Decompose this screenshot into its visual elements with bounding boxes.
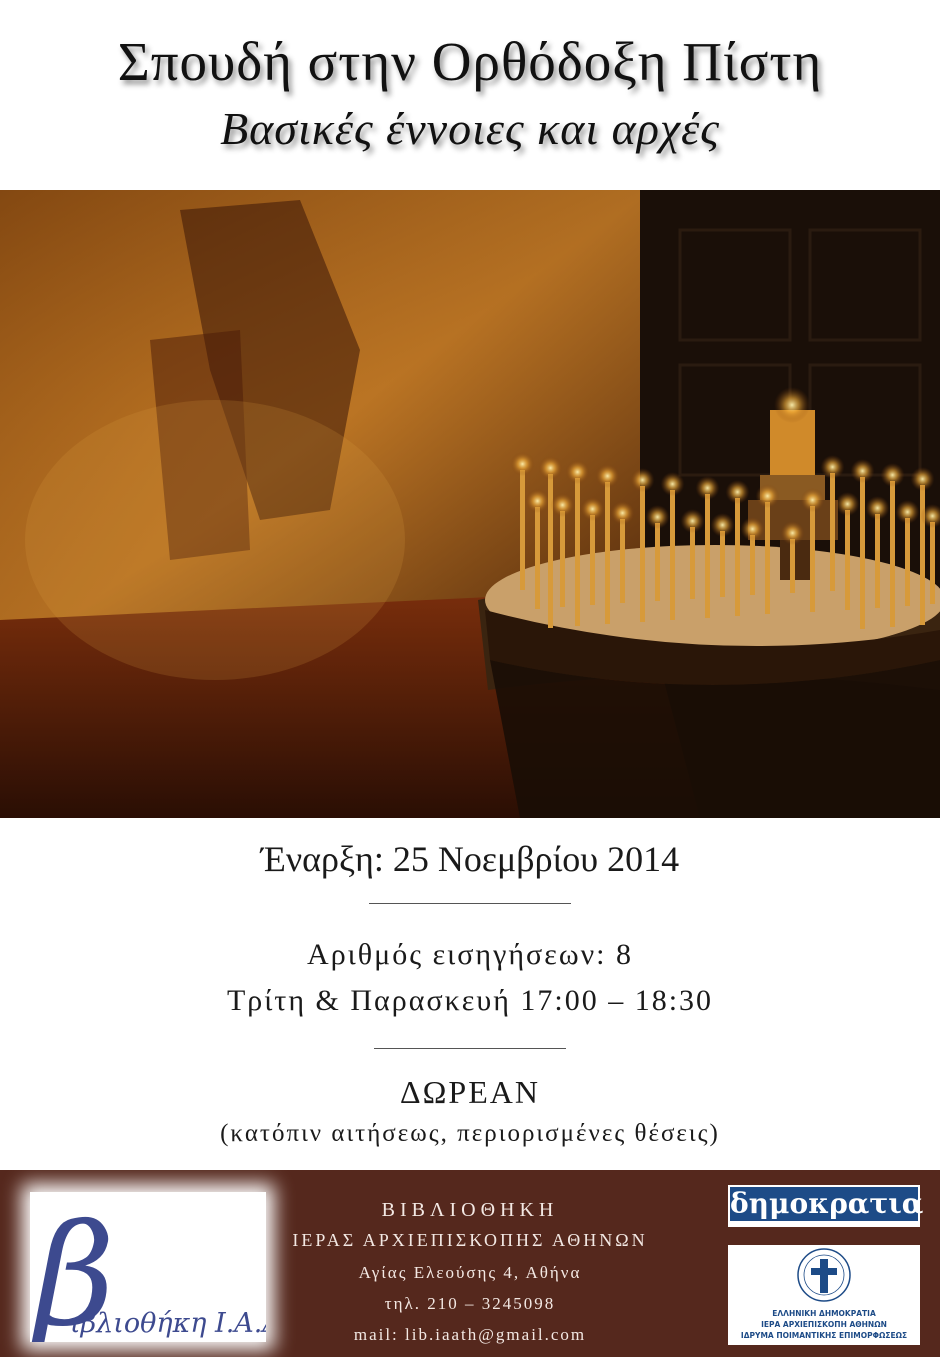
candle: [790, 539, 795, 593]
candle-flame: [866, 496, 890, 520]
candle-flame: [661, 472, 685, 496]
candle: [620, 519, 625, 603]
candle-flame: [511, 452, 535, 476]
seal-line-1: ΕΛΛΗΝΙΚΗ ΔΗΜΟΚΡΑΤΙΑ: [772, 1309, 876, 1318]
candle: [890, 481, 895, 627]
library-name-full: ΙΕΡΑΣ ΑΡΧΙΕΠΙΣΚΟΠΗΣ ΑΘΗΝΩΝ: [292, 1230, 648, 1250]
candle-flame: [781, 521, 805, 545]
candle: [750, 535, 755, 595]
candle: [875, 514, 880, 608]
candle: [860, 477, 865, 629]
candle: [655, 523, 660, 601]
candle: [575, 478, 580, 626]
seal-cross-icon: [728, 1245, 920, 1305]
candle-flame: [911, 467, 935, 491]
candles-photo: [0, 190, 940, 818]
registration-note: (κατόπιν αιτήσεως, περιορισμένες θέσεις): [220, 1120, 720, 1147]
seal-line-2: ΙΕΡΑ ΑΡΧΙΕΠΙΣΚΟΠΗ ΑΘΗΝΩΝ: [761, 1320, 887, 1329]
candle-flame: [539, 456, 563, 480]
seal-line-3: ΙΔΡΥΜΑ ΠΟΙΜΑΝΤΙΚΗΣ ΕΠΙΜΟΡΦΩΣΕΩΣ: [740, 1331, 908, 1340]
candle: [905, 518, 910, 606]
candle: [670, 490, 675, 620]
candle-flame: [741, 517, 765, 541]
candle-flame: [551, 493, 575, 517]
candle-flame: [596, 464, 620, 488]
candle: [720, 531, 725, 597]
candle-flame: [526, 489, 550, 513]
candle: [930, 522, 935, 604]
newspaper-logo: [728, 1185, 924, 1227]
candle: [735, 498, 740, 616]
candle-flame: [896, 500, 920, 524]
divider-1: [369, 903, 571, 904]
candle: [920, 485, 925, 625]
footer: [0, 1170, 940, 1357]
divider-2: [374, 1048, 566, 1049]
candle-flame: [801, 488, 825, 512]
newspaper-logo-text: δημοκρατια: [730, 1187, 924, 1220]
candle: [520, 470, 525, 590]
candle-flame: [581, 497, 605, 521]
oil-lamp-flame: [774, 387, 810, 423]
candle-flame: [726, 480, 750, 504]
candle-flame: [696, 476, 720, 500]
archdiocese-seal: [728, 1245, 920, 1345]
candle-flame: [611, 501, 635, 525]
library-address: Αγίας Ελεούσης 4, Αθήνα: [358, 1263, 582, 1282]
start-date: Έναρξη: 25 Νοεμβρίου 2014: [260, 839, 680, 879]
poster-subtitle: Βασικές έννοιες και αρχές: [220, 103, 720, 154]
candle: [535, 507, 540, 609]
candle-flame: [821, 455, 845, 479]
candle: [548, 474, 553, 628]
candle-flame: [681, 509, 705, 533]
candle: [765, 502, 770, 614]
candle-flame: [836, 492, 860, 516]
candle: [705, 494, 710, 618]
price-label: ΔΩΡΕΑΝ: [400, 1074, 540, 1110]
candle: [690, 527, 695, 599]
library-logo-letter: β: [34, 1195, 115, 1342]
library-logo: [30, 1192, 266, 1342]
candle: [810, 506, 815, 612]
talks-count: Αριθμός εισηγήσεων: 8: [307, 938, 633, 971]
library-phone: τηλ. 210 – 3245098: [384, 1294, 556, 1313]
candle-flame: [566, 460, 590, 484]
poster-title: Σπουδή στην Ορθόδοξη Πίστη: [117, 31, 823, 92]
candle: [640, 486, 645, 622]
candles-photo-art: [0, 190, 940, 818]
candle-flame: [851, 459, 875, 483]
library-logo-art: [30, 1192, 266, 1342]
library-name: ΒΙΒΛΙΟΘΗΚΗ: [381, 1199, 559, 1221]
candle-flame: [631, 468, 655, 492]
candle-flame: [756, 484, 780, 508]
candle: [590, 515, 595, 605]
candle-flame: [881, 463, 905, 487]
candle: [560, 511, 565, 607]
candle: [605, 482, 610, 624]
candle: [845, 510, 850, 610]
schedule-hours: Τρίτη & Παρασκευή 17:00 – 18:30: [226, 984, 714, 1017]
library-logo-text: ιβλιοθήκη Ι.Α.Α: [70, 1308, 266, 1339]
candle: [830, 473, 835, 591]
library-email: mail: lib.iaath@gmail.com: [353, 1325, 587, 1344]
candle-flame: [646, 505, 670, 529]
candle-flame: [711, 513, 735, 537]
